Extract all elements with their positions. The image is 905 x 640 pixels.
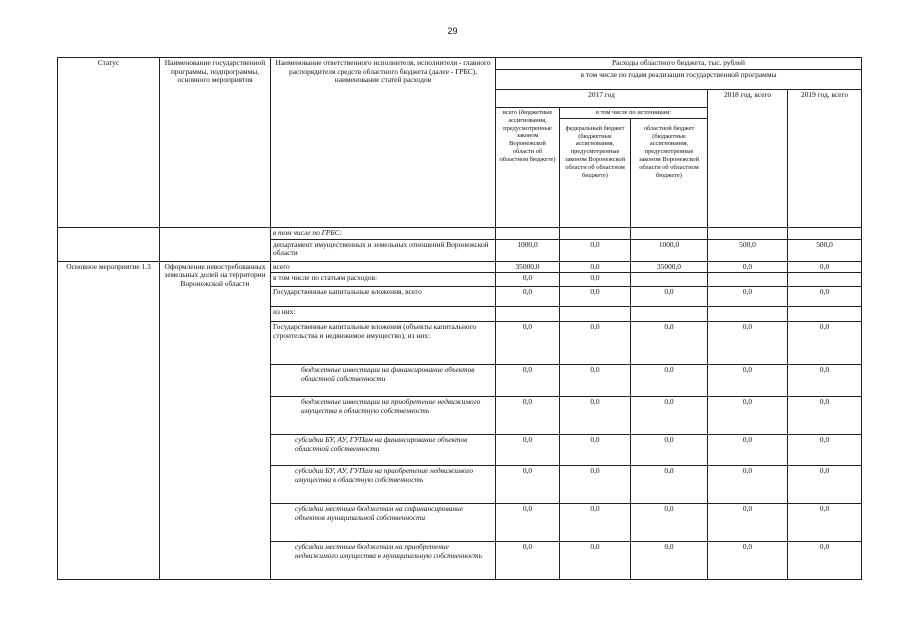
cell-value: 0,0 xyxy=(708,322,788,365)
cell-value: 35000,0 xyxy=(496,261,560,273)
cell-value: 0,0 xyxy=(496,542,560,580)
measure-name: Оформление невостребованных земельных долей на территории Воронежской области xyxy=(160,261,271,580)
header-regional: областной бюджет (бюджетные ассигнования, предусмотренные законом Воронежской области об областном бюджете) xyxy=(638,124,700,179)
row-label: бюджетные инвестиции на приобретение недвижимого имущества в областную собственность xyxy=(271,397,496,435)
cell-value: 0,0 xyxy=(788,504,862,542)
cell-value: 0,0 xyxy=(631,504,708,542)
header-total-2017: всего (бюджетные ассигнования, предусмотренные законом Воронежской области об областном бюджете) xyxy=(496,108,560,228)
cell-value xyxy=(631,307,708,322)
header-expenses: Расходы областного бюджета, тыс. рублей xyxy=(496,58,862,70)
header-program-name: Наименование государственной программы, подпрограммы, основного мероприятия xyxy=(160,58,271,228)
cell-value: 0,0 xyxy=(788,322,862,365)
cell-value: 0,0 xyxy=(708,261,788,273)
cell-value: 0,0 xyxy=(631,397,708,435)
cell-value xyxy=(788,307,862,322)
page-number: 29 xyxy=(447,26,458,36)
cell-value: 0,0 xyxy=(708,397,788,435)
cell-value xyxy=(708,273,788,287)
cell-value: 0,0 xyxy=(631,365,708,397)
cell-value: 0,0 xyxy=(560,365,631,397)
header-sources-cell xyxy=(560,108,708,228)
cell-value: 0,0 xyxy=(708,542,788,580)
grbs-name-cell xyxy=(160,228,271,240)
cell-value: 0,0 xyxy=(708,365,788,397)
grbs-value: 1000,0 xyxy=(631,239,708,261)
row-label: Государственные капитальные вложения (объекты капитального строительства и недвижимое имущество), из них: xyxy=(271,322,496,365)
cell-value: 0,0 xyxy=(496,397,560,435)
cell-value: 0,0 xyxy=(496,365,560,397)
cell-value: 0,0 xyxy=(788,397,862,435)
grbs-value: 500,0 xyxy=(788,239,862,261)
header-by-years: в том числе по годам реализации государственной программы xyxy=(496,70,862,90)
cell-value: 0,0 xyxy=(631,287,708,307)
header-federal: федеральный бюджет (бюджетные ассигнования, предусмотренные законом Воронежской области об областном бюджете) xyxy=(560,119,631,227)
cell-value: 0,0 xyxy=(560,466,631,504)
cell-value: 0,0 xyxy=(788,466,862,504)
row-label: всего xyxy=(271,261,496,273)
cell-value: 0,0 xyxy=(788,542,862,580)
cell-value: 0,0 xyxy=(496,504,560,542)
cell-value: 0,0 xyxy=(788,261,862,273)
cell-value: 0,0 xyxy=(560,435,631,466)
header-by-sources: в том числе по источникам: xyxy=(560,108,707,119)
header-year-2017: 2017 год xyxy=(496,90,708,108)
header-executor: Наименование ответственного исполнителя, исполнителя - главного распорядителя средств областного бюджета (далее - ГРБС), наименование статей расходов xyxy=(271,58,496,228)
header-status: Статус xyxy=(58,58,160,228)
row-label: в том числе по статьям расходов: xyxy=(271,273,496,287)
cell-value: 0,0 xyxy=(560,542,631,580)
row-label: субсидии БУ, АУ, ГУПам на приобретение недвижимого имущества в областную собственность xyxy=(271,466,496,504)
cell-value: 0,0 xyxy=(631,435,708,466)
cell-value: 0,0 xyxy=(560,273,631,287)
cell-value: 0,0 xyxy=(631,542,708,580)
cell-value xyxy=(708,307,788,322)
grbs-value: 1000,0 xyxy=(496,239,560,261)
cell-value: 0,0 xyxy=(560,322,631,365)
cell-value: 0,0 xyxy=(560,504,631,542)
grbs-value: 500,0 xyxy=(708,239,788,261)
row-label: субсидии БУ, АУ, ГУПам на финансирование объектов областной собственности xyxy=(271,435,496,466)
cell-value xyxy=(496,307,560,322)
grbs-department: департамент имущественных и земельных отношений Воронежской области xyxy=(271,239,496,261)
table-row xyxy=(58,261,862,273)
cell-value: 0,0 xyxy=(496,466,560,504)
header-year-2018: 2018 год, всего xyxy=(708,90,788,228)
cell-value: 0,0 xyxy=(560,287,631,307)
cell-value: 0,0 xyxy=(496,287,560,307)
header-year-2019: 2019 год, всего xyxy=(788,90,862,228)
cell-value: 35000,0 xyxy=(631,261,708,273)
grbs-status-cell xyxy=(58,228,160,240)
cell-value: 0,0 xyxy=(496,322,560,365)
cell-value: 0,0 xyxy=(788,287,862,307)
grbs-label: в том числе по ГРБС: xyxy=(271,228,496,240)
cell-value: 0,0 xyxy=(631,466,708,504)
cell-value: 0,0 xyxy=(560,397,631,435)
row-label: бюджетные инвестиции на финансирование объектов областной собственности xyxy=(271,365,496,397)
cell-value: 0,0 xyxy=(631,322,708,365)
cell-value: 0,0 xyxy=(496,273,560,287)
cell-value: 0,0 xyxy=(708,287,788,307)
cell-value: 0,0 xyxy=(788,365,862,397)
row-label: из них: xyxy=(271,307,496,322)
cell-value: 0,0 xyxy=(708,504,788,542)
row-label: субсидии местным бюджетам на приобретение недвижимого имущества в муниципальную собственность xyxy=(271,542,496,580)
row-label: субсидии местным бюджетам на софинансирование объектов муниципальной собственности xyxy=(271,504,496,542)
header-sources-split xyxy=(560,119,707,227)
cell-value xyxy=(560,307,631,322)
cell-value: 0,0 xyxy=(788,435,862,466)
measure-status: Основное мероприятие 1.3 xyxy=(58,261,160,580)
cell-value: 0,0 xyxy=(708,466,788,504)
grbs-value: 0,0 xyxy=(560,239,631,261)
cell-value: 0,0 xyxy=(708,435,788,466)
cell-value xyxy=(788,273,862,287)
cell-value xyxy=(631,273,708,287)
cell-value: 0,0 xyxy=(560,261,631,273)
budget-table xyxy=(57,57,862,580)
cell-value: 0,0 xyxy=(496,435,560,466)
row-label: Государственные капитальные вложения, всего xyxy=(271,287,496,307)
